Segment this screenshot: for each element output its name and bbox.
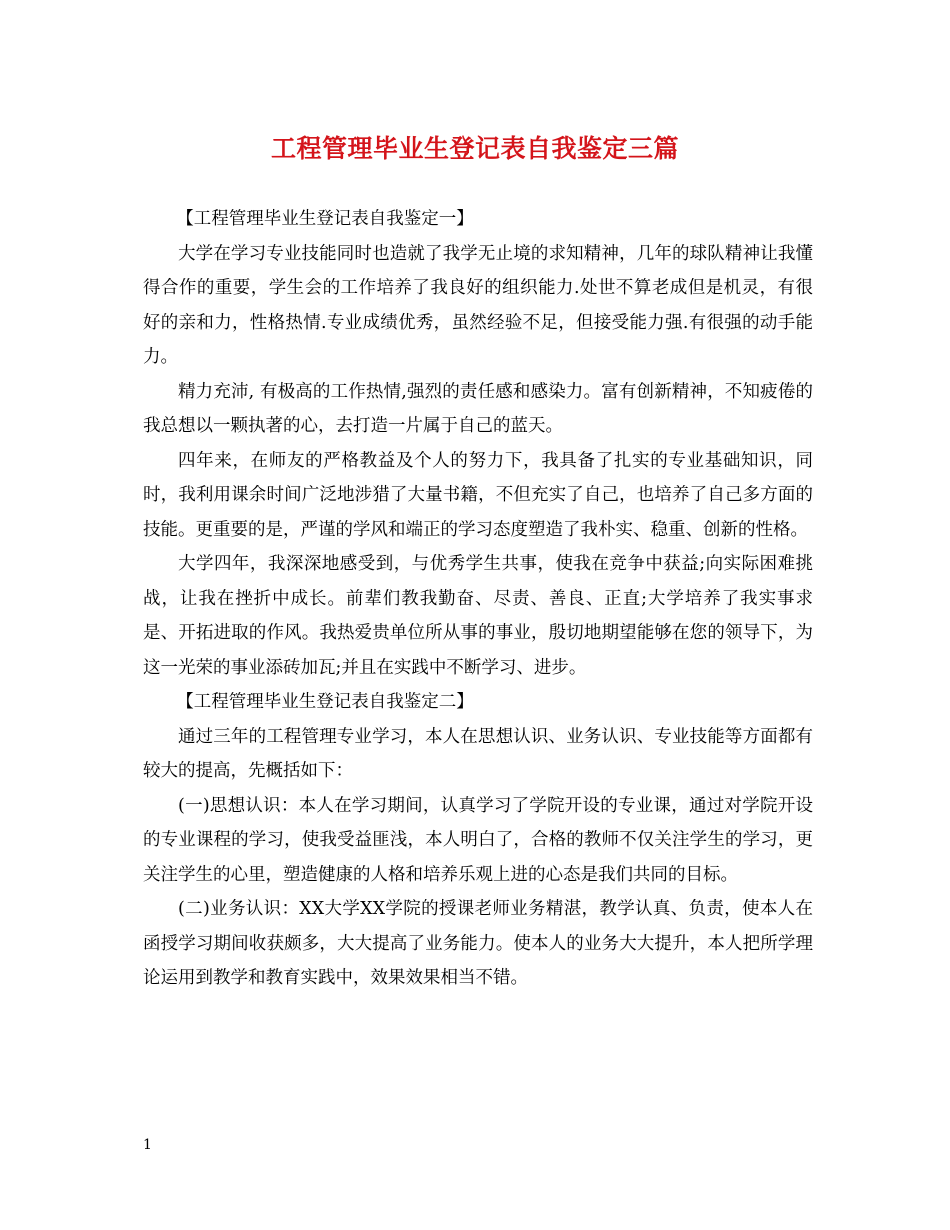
document-body (143, 202, 813, 996)
page-number: 1 (143, 1137, 152, 1153)
section-heading-2: 【工程管理毕业生登记表自我鉴定二】 (176, 692, 474, 712)
paragraph: 通过三年的工程管理专业学习，本人在思想认识、业务认识、专业技能等方面都有较大的提高，先概括如下： (143, 726, 813, 781)
paragraph: (一)思想认识：本人在学习期间，认真学习了学院开设的专业课，通过对学院开设的专业课程的学习，使我受益匪浅，本人明白了，合格的教师不仅关注学生的学习，更关注学生的心里，塑造健康的人格和培养乐观上进的心态是我们共同的目标。 (143, 795, 813, 885)
paragraph: 大学四年，我深深地感受到，与优秀学生共事，使我在竞争中获益;向实际困难挑战，让我在挫折中成长。前辈们教我勤奋、尽责、善良、正直;大学培养了我实事求是、开拓进取的作风。我热爱贵单位所从事的事业，殷切地期望能够在您的领导下，为这一光荣的事业添砖加瓦;并且在实践中不断学习、进步。 (143, 554, 813, 678)
paragraph: (二)业务认识：XX大学XX学院的授课老师业务精湛，教学认真、负责，使本人在函授学习期间收获颇多，大大提高了业务能力。使本人的业务大大提升，本人把所学理论运用到教学和教育实践中，效果效果相当不错。 (143, 899, 813, 988)
paragraph: 精力充沛, 有极高的工作热情,强烈的责任感和感染力。富有创新精神，不知疲倦的我总想以一颗执著的心，去打造一片属于自己的蓝天。 (143, 381, 813, 436)
paragraph: 大学在学习专业技能同时也造就了我学无止境的求知精神，几年的球队精神让我懂得合作的重要，学生会的工作培养了我良好的组织能力.处世不算老成但是机灵，有很好的亲和力，性格热情.专业成绩优秀，虽然经验不足，但接受能力强.有很强的动手能力。 (143, 243, 813, 367)
section-heading-1: 【工程管理毕业生登记表自我鉴定一】 (176, 209, 474, 229)
paragraph: 四年来，在师友的严格教益及个人的努力下，我具备了扎实的专业基础知识，同时，我利用课余时间广泛地涉猎了大量书籍，不但充实了自己，也培养了自己多方面的技能。更重要的是，严谨的学风和端正的学习态度塑造了我朴实、稳重、创新的性格。 (143, 450, 813, 540)
document-title: 工程管理毕业生登记表自我鉴定三篇 (270, 134, 679, 163)
